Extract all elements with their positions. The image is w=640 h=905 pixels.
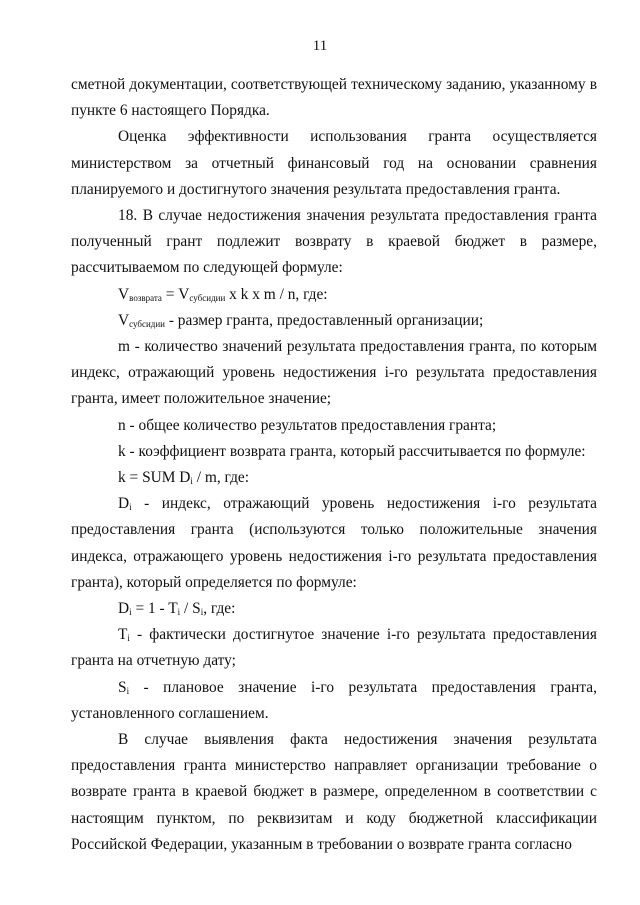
formula-tail: / m, где:: [192, 469, 250, 487]
definition-d-index: [71, 491, 597, 596]
definition-subscript: субсидии: [129, 318, 165, 329]
formula-d-index: [71, 596, 597, 622]
formula-subscript: i: [129, 607, 132, 618]
definition-k: k - коэффициент возврата гранта, который рассчитывается по формуле:: [118, 442, 586, 460]
definition-subscript: i: [126, 685, 130, 696]
definition-m: m - количество значений результата предоставления гранта, по которым индекс, отражающий уровень недостижения i-го результата предоставления гранта, имеет положительное значение;: [71, 338, 597, 408]
definition-symbol: T: [118, 626, 128, 644]
definition-text: - плановое значение i-го результата предоставления гранта, установленного соглашением.: [71, 678, 597, 722]
paragraph-return-requirement: В случае выявления факта недостижения значения результата предоставления гранта министерство направляет организации требование о возврате гранта в краевой бюджет в размере, определенном в соответствии с настоящим пунктом, по реквизитам и коду бюджетной классификации Российской Федерации, указанным в требовании о возврате гранта согласно: [71, 731, 597, 853]
formula-symbol: V: [118, 285, 130, 303]
page-number: 11: [312, 38, 328, 54]
definition-v-subsidy: [71, 308, 597, 334]
formula-symbol: D: [118, 600, 130, 618]
formula-tail: , где:: [203, 600, 236, 618]
definition-t-actual: [71, 622, 597, 674]
definition-symbol: V: [118, 311, 130, 329]
definition-subscript: i: [129, 502, 132, 513]
formula-subscript: возврата: [129, 292, 162, 303]
document-body: [71, 72, 597, 858]
formula-symbol: / S: [180, 600, 201, 618]
formula-subscript: субсидии: [189, 292, 226, 303]
definition-n: n - общее количество результатов предоставления гранта;: [118, 416, 497, 434]
paragraph-efficiency-assessment: Оценка эффективности использования гранта осуществляется министерством за отчетный финансовый год на основании сравнения планируемого и достигнутого значения результата предоставления гранта.: [71, 128, 597, 198]
paragraph-clause-18: 18. В случае недостижения значения результата предоставления гранта полученный грант подлежит возврату в краевой бюджет в размере, рассчитываемом по следующей формуле:: [71, 207, 597, 277]
definition-s-planned: [71, 675, 597, 727]
definition-subscript: i: [127, 633, 130, 644]
formula-symbol: = V: [161, 285, 190, 303]
formula-tail: x k x m / n, где:: [225, 285, 328, 303]
definition-text: - размер гранта, предоставленный организации;: [164, 311, 484, 329]
definition-symbol: D: [118, 495, 130, 513]
formula-symbol: = 1 - T: [131, 600, 178, 618]
formula-subscript: i: [200, 607, 204, 618]
formula-symbol: k = SUM D: [118, 469, 191, 487]
formula-return-amount: [71, 282, 597, 308]
definition-text: - фактически достигнутое значение i-го результата предоставления гранта на отчетную дату;: [71, 626, 597, 670]
definition-symbol: S: [118, 678, 127, 696]
formula-subscript: i: [177, 607, 181, 618]
definition-text: - индекс, отражающий уровень недостижения i-го результата предоставления гранта (используются только положительные значения индекса, отражающего уровень недостижения i-го результата предоставления гранта), который определяется по формуле:: [71, 495, 597, 591]
formula-k: [71, 465, 597, 491]
formula-subscript: i: [190, 476, 193, 487]
paragraph-continuation: сметной документации, соответствующей техническому заданию, указанному в пункте 6 настоящего Порядка.: [71, 76, 597, 120]
